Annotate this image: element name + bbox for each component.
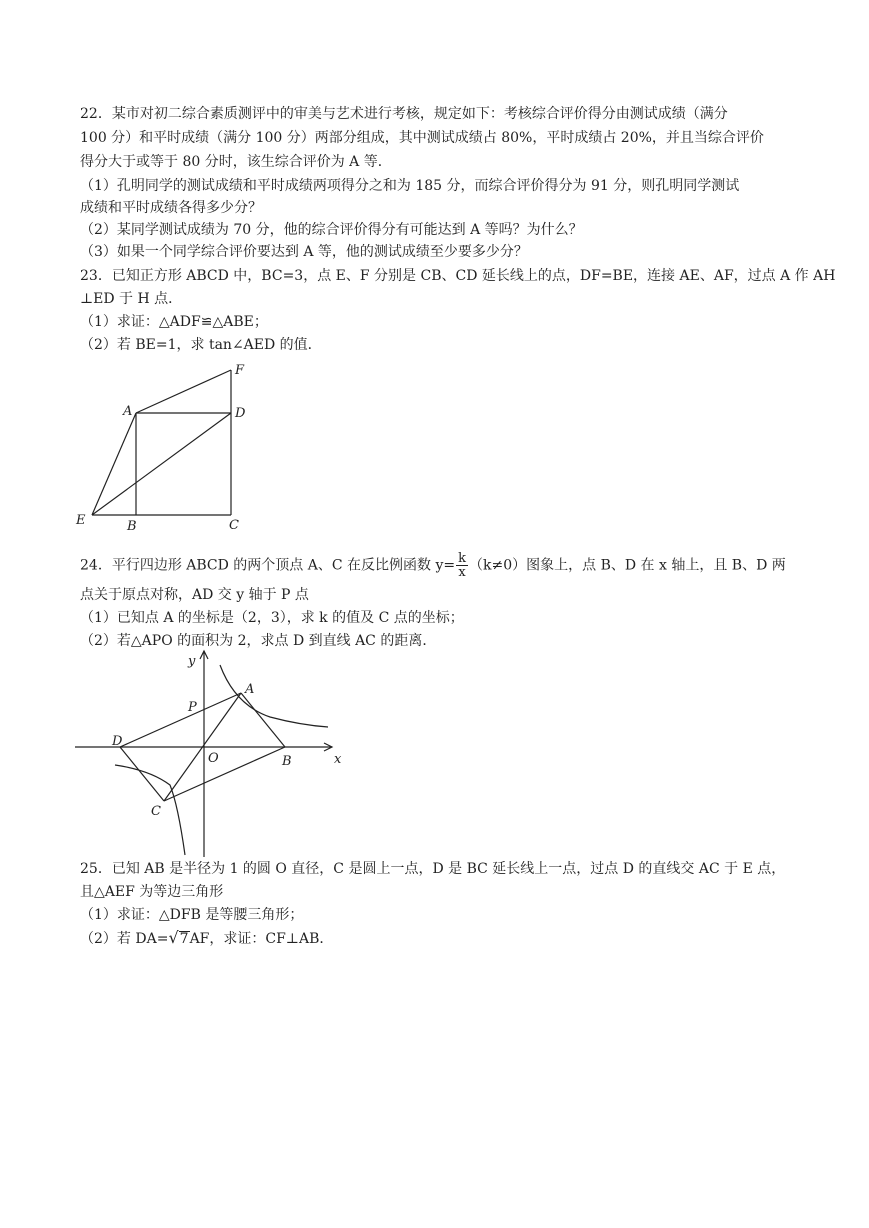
label-y: y xyxy=(188,654,196,669)
label-a: A xyxy=(123,404,133,419)
segment-bc xyxy=(164,747,285,801)
segment-ab xyxy=(241,693,285,747)
q25-part-2-post: AF，求证：CF⊥AB． xyxy=(189,931,334,947)
q24-figure xyxy=(70,645,360,860)
label-d: D xyxy=(235,406,246,421)
q22-part-1-cont: 成绩和平时成绩各得多少分？ xyxy=(80,200,262,216)
segment-ed xyxy=(92,413,231,515)
hyperbola-branch-2 xyxy=(115,765,185,855)
label-o: O xyxy=(208,751,219,766)
fraction-denominator: x xyxy=(458,565,466,580)
q22-part-3: （3）如果一个同学综合评价要达到 A 等，他的测试成绩至少要多少分？ xyxy=(80,244,528,260)
label-f: F xyxy=(235,363,245,378)
q22-part-2: （2）某同学测试成绩为 70 分，他的综合评价得分有可能达到 A 等吗？为什么？ xyxy=(80,222,583,238)
q23-line-1: 23．已知正方形 ABCD 中，BC=3，点 E、F 分别是 CB、CD 延长线上的点，DF=BE，连接 AE、AF，过点 A 作 AH xyxy=(80,268,836,284)
segment-af xyxy=(136,370,231,413)
radical-sign: √ xyxy=(168,928,179,947)
q25-line-1: 25．已知 AB 是半径为 1 的圆 O 直径，C 是圆上一点，D 是 BC 延长线上一点，过点 D 的直线交 AC 于 E 点， xyxy=(80,861,786,877)
label-p: P xyxy=(188,700,197,715)
q23-part-2: （2）若 BE=1，求 tan∠AED 的值． xyxy=(80,337,322,353)
q23-figure xyxy=(70,360,270,535)
label-c: C xyxy=(229,518,239,533)
q24-line-1 xyxy=(80,552,786,579)
label-b: B xyxy=(282,754,292,769)
hyperbola-branch-1 xyxy=(220,665,328,727)
q24-line-1-pre: 24．平行四边形 ABCD 的两个顶点 A、C 在反比例函数 y= xyxy=(80,557,456,574)
q25-part-1: （1）求证：△DFB 是等腰三角形； xyxy=(80,907,304,923)
q22-line-3: 得分大于或等于 80 分时，该生综合评价为 A 等． xyxy=(80,154,392,170)
q23-line-2: ⊥ED 于 H 点． xyxy=(80,291,183,307)
label-a: A xyxy=(245,682,255,697)
radicand: 7 xyxy=(179,931,189,947)
q25-part-2-pre: （2）若 DA= xyxy=(80,931,169,947)
q24-line-2: 点关于原点对称，AD 交 y 轴于 P 点 xyxy=(80,587,309,603)
q22-line-2: 100 分）和平时成绩（满分 100 分）两部分组成，其中测试成绩占 80%，平时成绩占 20%，并且当综合评价 xyxy=(80,130,764,146)
q24-part-2: （2）若△APO 的面积为 2，求点 D 到直线 AC 的距离． xyxy=(80,633,437,649)
q22-line-1: 22．某市对初二综合素质测评中的审美与艺术进行考核，规定如下：考核综合评价得分由测试成绩（满分 xyxy=(80,106,728,122)
q25-line-2: 且△AEF 为等边三角形 xyxy=(80,884,224,900)
label-c: C xyxy=(151,804,161,819)
label-e: E xyxy=(76,513,86,528)
k-over-x-fraction xyxy=(456,552,468,579)
segment-cd xyxy=(120,747,164,801)
label-b: B xyxy=(127,519,137,534)
q22-part-1: （1）孔明同学的测试成绩和平时成绩两项得分之和为 185 分，而综合评价得分为 91 分，则孔明同学测试 xyxy=(80,178,740,194)
label-x: x xyxy=(334,752,342,767)
segment-da xyxy=(120,693,241,747)
label-d: D xyxy=(112,734,123,749)
q25-part-2 xyxy=(80,928,333,949)
q24-part-1: （1）已知点 A 的坐标是（2，3），求 k 的值及 C 点的坐标； xyxy=(80,610,464,626)
q23-part-1: （1）求证：△ADF≌△ABE； xyxy=(80,314,268,330)
fraction-numerator: k xyxy=(458,551,467,566)
segment-ae xyxy=(92,413,136,515)
q24-line-1-post: （k≠0）图象上，点 B、D 在 x 轴上，且 B、D 两 xyxy=(469,557,786,574)
